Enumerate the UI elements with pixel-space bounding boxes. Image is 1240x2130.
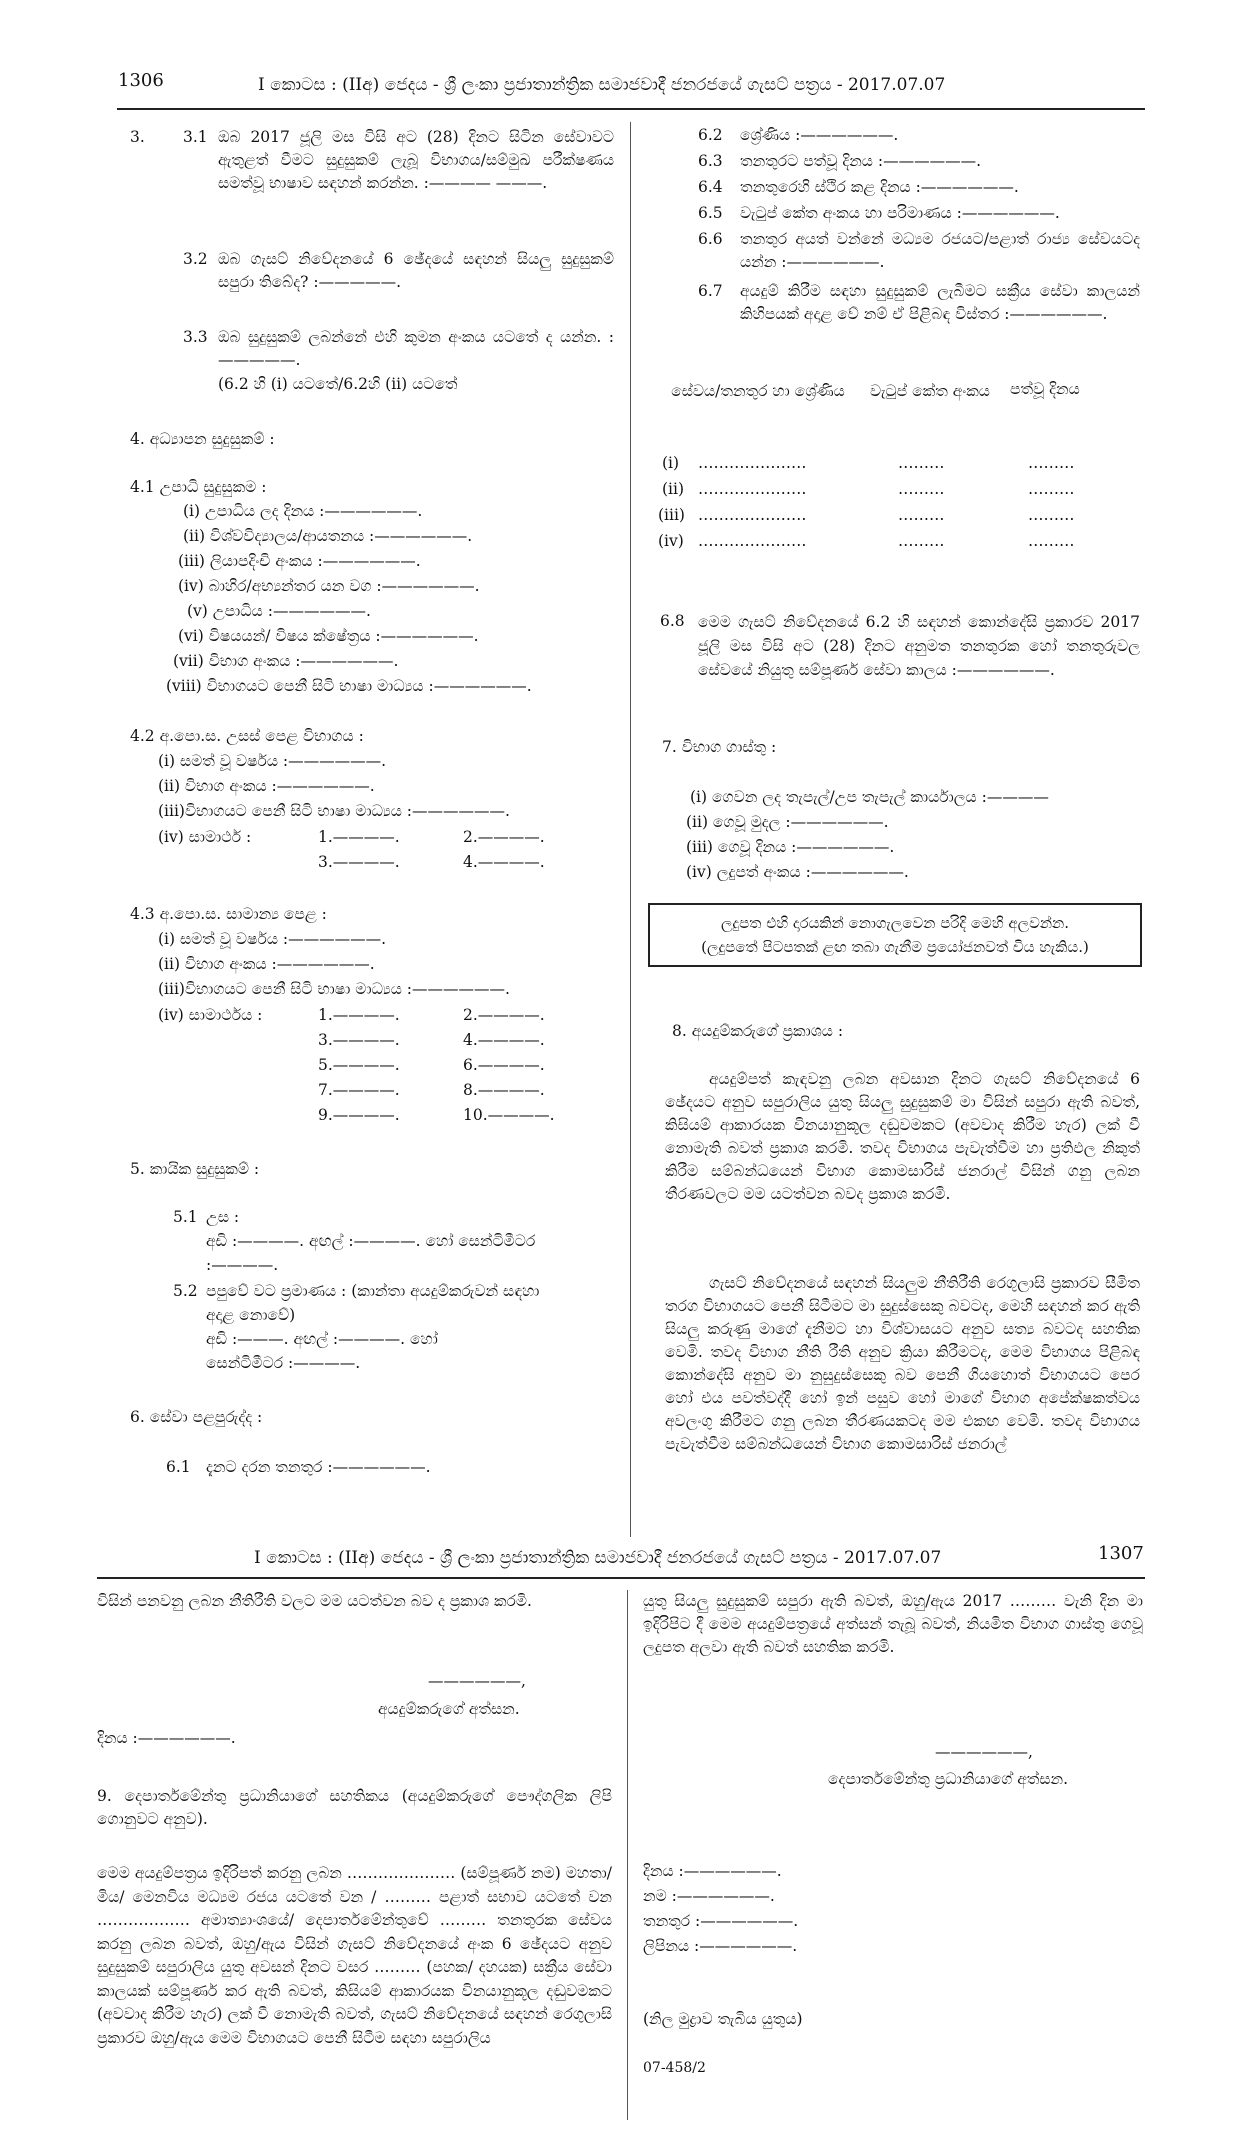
- item-6-7-text: අයදුම් කිරීම සඳහා සුදුසුකම් ලැබීමට සක්‍රීය සේවා කාලයන් කිහිපයක් අදාළ වේ නම් ඒ පිළිබඳ විස්තර :——————.: [740, 282, 1140, 323]
- receipt-box-line-2: (ලදුපතේ පිටපතක් ළඟ තබා ගැනීම ප්‍රයෝජනවත් විය හැකිය.): [701, 938, 1089, 956]
- ol-result-9: 9.————.: [318, 1106, 400, 1124]
- continued-text-left: විසින් පනවනු ලබන නීතිරීති වලට මම යටත්වන බව ද ප්‍රකාශ කරමි.: [97, 1592, 532, 1610]
- chest-label: පපුවේ වට ප්‍රමාණය : (කාන්තා අයදුම්කරුවන් සඳහා: [206, 1282, 540, 1300]
- al-result-3: 3.————.: [318, 853, 400, 871]
- degree-item-2: (ii) විශ්වවිද්‍යාලය/ආයතනය :——————.: [183, 527, 473, 545]
- item-6-2-number: 6.2: [698, 126, 723, 144]
- table-row-4-code: ………: [898, 532, 945, 550]
- item-6-4-text: තනතුරෙහි ස්ථිර කළ දිනය :——————.: [740, 178, 1019, 196]
- section-3-2-number: 3.2: [183, 250, 208, 268]
- applicant-signature-line: ——————,: [428, 1672, 526, 1690]
- header-rule: [117, 108, 1145, 110]
- header-rule-2: [97, 1577, 1145, 1579]
- al-item-1: (i) සමත් වූ වර්ෂය :——————.: [158, 752, 387, 770]
- degree-item-5: (v) උපාධිය :——————.: [187, 602, 371, 620]
- section-6-1-text: දැනට දරන තනතුර :——————.: [206, 1458, 431, 1476]
- ol-result-2: 2.————.: [463, 1006, 545, 1024]
- ol-result-5: 5.————.: [318, 1056, 400, 1074]
- al-result-4: 4.————.: [463, 853, 545, 871]
- table-header-appointed-date: පත්වූ දිනය: [1010, 380, 1080, 398]
- fee-item-4: (iv) ලදුපත් අංකය :——————.: [686, 863, 909, 881]
- degree-item-4: (iv) බාහිර/අභ්‍යන්තර යන වග :——————.: [178, 577, 480, 595]
- table-row-3-service: …………………: [698, 506, 807, 524]
- page-header-1306: I කොටස : (IIඅ) ජෙදය - ශ්‍රී ලංකා ප්‍රජාතාන්ත්‍රික සමාජවාදී ජනරජයේ ගැසට් පත්‍රය - 2017.07.07: [258, 75, 946, 95]
- degree-item-1: (i) උපාධිය ලද දිනය :——————.: [183, 502, 423, 520]
- table-row-4-label: (iv): [658, 532, 684, 550]
- field-name: නම :——————.: [643, 1887, 775, 1905]
- item-6-3-text: තනතුරට පත්වූ දිනය :——————.: [740, 152, 982, 170]
- ol-item-2: (ii) විභාග අංකය :——————.: [158, 955, 375, 973]
- item-6-5-number: 6.5: [698, 204, 723, 222]
- item-6-7-number: 6.7: [698, 282, 723, 300]
- fee-item-2: (ii) ගෙවූ මුදල :——————.: [686, 813, 889, 831]
- applicant-signature-label: අයදුම්කරුගේ අත්සන.: [378, 1700, 520, 1718]
- department-head-certificate-text: මෙම අයදුම්පත්‍රය ඉදිරිපත් කරනු ලබන ………………… (සම්පූර්ණ නම) මහතා/ මිය/ මෙනවිය මධ්‍යම රජය යටතේ වන / ……… පළාත් සභාව යටතේ වන ……………… අමාත්‍යාංශයේ/ දෙපාර්තමේන්තුවේ ……… තනතුරක සේවය කරනු ලබන බවත්, ඔහු/ඇය විසින් ගැසට් නිවේදනයේ අංක 6 ඡේදයට අනුව සුදුසුකම් සපුරාලිය යුතු අවසන් දිනට වසර ……… (පහක/ දහයක) සක්‍රීය සේවා කාලයක් සම්පූර්ණ කර ඇති බවත්, කිසියම් ආකාරයක විනයානුකූල දඬුවමකට (අවවාද කිරීම හැර) ලක් වී නොමැති බවත්, ගැසට් නිවේදනයේ සඳහන් රෙගුලාසි ප්‍රකාරව ඔහු/ඇය මෙම විභාගයට පෙනී සිටීම සඳහා සපුරාලිය: [97, 1864, 612, 2047]
- item-6-8-text: මෙම ගැසට් නිවේදනයේ 6.2 හි සඳහන් කොන්දේසි ප්‍රකාරව 2017 ජූලි මස විසි අට (28) දිනට අනුමත තනතුරක හෝ තනතුරුවල සේවයේ නියුතු සම්පූර්ණ සේවා කාලය :——————.: [698, 613, 1140, 679]
- section-4-1-heading: 4.1 උපාධි සුදුසුකම :: [130, 478, 267, 496]
- degree-item-8: (viii) විභාගයට පෙනී සිටි භාෂා මාධ්‍යය :——————.: [166, 677, 532, 695]
- ol-item-1: (i) සමත් වූ වර්ෂය :——————.: [158, 930, 387, 948]
- ol-result-10: 10.————.: [463, 1106, 555, 1124]
- department-head-signature-line: ——————,: [935, 1743, 1033, 1761]
- al-result-1: 1.————.: [318, 828, 400, 846]
- table-row-3-label: (iii): [658, 506, 685, 524]
- section-3-3-text: ඔබ සුදුසුකම් ලබන්නේ එහි කුමන අංකය යටතේ ද යන්න. :—————.: [218, 328, 614, 369]
- table-row-3-date: ………: [1028, 506, 1075, 524]
- section-5-2-number: 5.2: [173, 1282, 198, 1300]
- receipt-box-line-1: ලදුපත එහි දාරයකින් නොගැලවෙන පරිදි මෙහි අලවන්න.: [720, 914, 1070, 932]
- field-designation: තනතුර :——————.: [643, 1912, 799, 1930]
- table-row-2-code: ………: [898, 480, 945, 498]
- official-seal-note: (නිල මුද්‍රාව තැබිය යුතුය): [643, 2010, 803, 2028]
- item-6-6-number: 6.6: [698, 230, 723, 248]
- ol-result-8: 8.————.: [463, 1081, 545, 1099]
- gazette-reference: 07-458/2: [643, 2060, 706, 2076]
- item-6-5-text: වැටුප් කේත අංකය හා පරිමාණය :——————.: [740, 204, 1060, 222]
- section-4-3-heading: 4.3 අ.පො.ස. සාමාන්‍ය පෙළ :: [130, 905, 327, 923]
- continued-text-right: යුතු සියලු සුදුසුකම් සපුරා ඇති බවත්, ඔහු/ඇය 2017 ……… වැනි දින මා ඉදිරිපිට දී මෙම අයදුම්පත්‍රයේ අත්සන් තැබූ බවත්, නියමිත විභාග ගාස්තු ගෙවූ ලදුපත අලවා ඇති බවත් සහතික කරමි.: [643, 1592, 1143, 1656]
- item-6-3-number: 6.3: [698, 152, 723, 170]
- al-item-2: (ii) විභාග අංකය :——————.: [158, 777, 375, 795]
- table-row-2-service: …………………: [698, 480, 807, 498]
- table-row-2-date: ………: [1028, 480, 1075, 498]
- table-row-4-date: ………: [1028, 532, 1075, 550]
- fee-item-1: (i) ගෙවන ලද තැපැල්/උප තැපැල් කාර්යාලය :————: [690, 788, 1049, 806]
- field-date: දිනය :——————.: [643, 1862, 782, 1880]
- section-5-1-number: 5.1: [173, 1208, 198, 1226]
- table-row-2-label: (ii): [662, 480, 685, 498]
- table-row-1-date: ………: [1028, 454, 1075, 472]
- item-6-8-number: 6.8: [660, 612, 685, 630]
- ol-result-3: 3.————.: [318, 1031, 400, 1049]
- page-header-1307: I කොටස : (IIඅ) ජෙදය - ශ්‍රී ලංකා ප්‍රජාතාන්ත්‍රික සමාජවාදී ජනරජයේ ගැසට් පත්‍රය - 2017.07.07: [254, 1548, 942, 1568]
- declaration-paragraph-2: ගැසට් නිවේදනයේ සඳහන් සියලුම නීතිරීති රෙගුලාසි ප්‍රකාරව සීමිත තරග විභාගයට පෙනී සිටීමට මා සුදුස්සෙකු බවටද, මෙහි සඳහන් කර ඇති සියලු කරුණු මාගේ දැනීමට හා විශ්වාසයට අනුව සත්‍ය බවටද සහතික වෙමි. තවද විභාග නීති රීති අනුව ක්‍රියා කිරීමටද, මෙම විභාගය පිළිබඳ කොන්දේසි අනුව මා නුසුදුස්සෙකු බව පෙනී ගියහොත් විභාගයට පෙර හෝ එය පවත්වද්දී හෝ ඉන් පසුව හෝ මාගේ විභාග අපේක්ෂකත්වය අවලංගු කිරීමට ගනු ලබන තීරණයකටද මම එකඟ වෙමි. තවද විභාගය පැවැත්වීම සම්බන්ධයෙන් විභාග කොමසාරිස් ජනරාල්: [665, 1274, 1140, 1453]
- degree-item-6: (vi) විෂයයන්/ විෂය ක්ෂේත්‍රය :——————.: [178, 627, 479, 645]
- receipt-paste-box: [648, 903, 1142, 967]
- section-6-1-number: 6.1: [166, 1458, 191, 1476]
- al-result-2: 2.————.: [463, 828, 545, 846]
- chest-cm-field: සෙන්ටිමීටර :————.: [206, 1354, 361, 1372]
- height-fields: අඩි :————. අඟල් :————. හෝ සෙන්ටිමීටර: [206, 1232, 536, 1250]
- al-item-3: (iii)විභාගයට පෙනී සිටි භාෂා මාධ්‍යය :——————.: [158, 802, 510, 820]
- table-header-salary-code: වැටුප් කේත අංකය: [870, 382, 990, 400]
- degree-item-7: (vii) විභාග අංකය :——————.: [173, 652, 399, 670]
- ol-item-3: (iii)විභාගයට පෙනී සිටි භාෂා මාධ්‍යය :——————.: [158, 980, 510, 998]
- table-row-3-code: ………: [898, 506, 945, 524]
- ol-result-1: 1.————.: [318, 1006, 400, 1024]
- table-row-1-code: ………: [898, 454, 945, 472]
- section-3-3-number: 3.3: [183, 328, 208, 346]
- ol-result-4: 4.————.: [463, 1031, 545, 1049]
- declaration-paragraph-1: අයදුම්පත් කැඳවනු ලබන අවසාන දිනට ගැසට් නිවේදනයේ 6 ඡේදයට අනුව සපුරාලිය යුතු සියලු සුදුසුකම් මා විසින් සපුරා ඇති බවත්, කිසියම් ආකාරයක විනයානුකූල දඬුවමකට (අවවාද කිරීම හැර) ලක් වී නොමැති බවත් ප්‍රකාශ කරමි. තවද විභාගය පැවැත්වීම හා ප්‍රතිඵල නිකුත් කිරීම සම්බන්ධයෙන් විභාග කොමසාරිස් ජනරාල් විසින් ගනු ලබන තීරණවලට මම යටත්වන බවද ප්‍රකාශ කරමි.: [665, 1070, 1140, 1203]
- page-number-1306: 1306: [118, 70, 164, 91]
- ol-results-label: (iv) සාමාර්ථය :: [158, 1006, 263, 1024]
- section-3-3-sub: (6.2 හි (i) යටතේ/6.2හි (ii) යටතේ: [218, 375, 458, 393]
- chest-fields: අඩි :———. අඟල් :————. හෝ: [206, 1330, 438, 1348]
- height-label: උස :: [206, 1208, 240, 1226]
- section-9-heading: 9. දෙපාර්තමේන්තු ප්‍රධානියාගේ සහතිකය (අයදුම්කරුගේ පෞද්ගලික ලිපි ගොනුවට අනුව).: [97, 1787, 612, 1828]
- table-header-service: සේවය/තනතුර හා ශ්‍රේණිය: [671, 382, 845, 400]
- al-results-label: (iv) සාමාර්ථ :: [158, 828, 252, 846]
- column-divider: [630, 122, 631, 1537]
- chest-note: අදාළ නොවේ): [206, 1306, 296, 1324]
- degree-item-3: (iii) ලියාපදිංචි අංකය :——————.: [178, 552, 421, 570]
- section-3-1-number: 3.1: [183, 128, 208, 146]
- ol-result-7: 7.————.: [318, 1081, 400, 1099]
- table-row-4-service: …………………: [698, 532, 807, 550]
- table-row-1-service: …………………: [698, 454, 807, 472]
- table-row-1-label: (i): [662, 454, 680, 472]
- height-cm-field: :————.: [206, 1256, 279, 1274]
- column-divider-2: [627, 1590, 628, 2120]
- section-4-heading: 4. අධ්‍යාපන සුදුසුකම් :: [130, 430, 275, 448]
- item-6-4-number: 6.4: [698, 178, 723, 196]
- section-7-heading: 7. විභාග ගාස්තු :: [662, 738, 777, 756]
- section-6-heading: 6. සේවා පළපුරුද්ද :: [130, 1408, 263, 1426]
- applicant-date-field: දිනය :——————.: [97, 1729, 236, 1747]
- item-6-6-text: තනතුර අයත් වන්නේ මධ්‍යම රජයට/පළාත් රාජ්‍ය සේවයටද යන්න :——————.: [740, 230, 1140, 271]
- section-3-number: 3.: [130, 128, 145, 146]
- department-head-signature-label: දෙපාර්තමේන්තු ප්‍රධානියාගේ අත්සන.: [828, 1770, 1069, 1788]
- fee-item-3: (iii) ගෙවූ දිනය :——————.: [686, 838, 895, 856]
- section-3-2-text: ඔබ ගැසට් නිවේදනයේ 6 ඡේදයේ සඳහන් සියලු සුදුසුකම් සපුරා තිබේද? :—————.: [218, 250, 614, 291]
- ol-result-6: 6.————.: [463, 1056, 545, 1074]
- section-3-1-text: ඔබ 2017 ජූලි මස විසි අට (28) දිනට සිටින සේවාවට ඇතුළත් වීමට සුදුසුකම් ලැබූ විභාගය/සම්මුඛ පරීක්ෂණය සමත්වූ භාෂාව සඳහන් කරන්න. :———— ———.: [218, 128, 614, 192]
- field-address: ලිපිනය :——————.: [643, 1937, 798, 1955]
- section-4-2-heading: 4.2 අ.පො.ස. උසස් පෙළ විභාගය :: [130, 727, 364, 745]
- section-5-heading: 5. කායික සුදුසුකම් :: [130, 1160, 260, 1178]
- section-8-heading: 8. අයදුම්කරුගේ ප්‍රකාශය :: [672, 1022, 844, 1040]
- page-number-1307: 1307: [1098, 1543, 1144, 1564]
- item-6-2-text: ශ්‍රේණිය :——————.: [740, 126, 899, 144]
